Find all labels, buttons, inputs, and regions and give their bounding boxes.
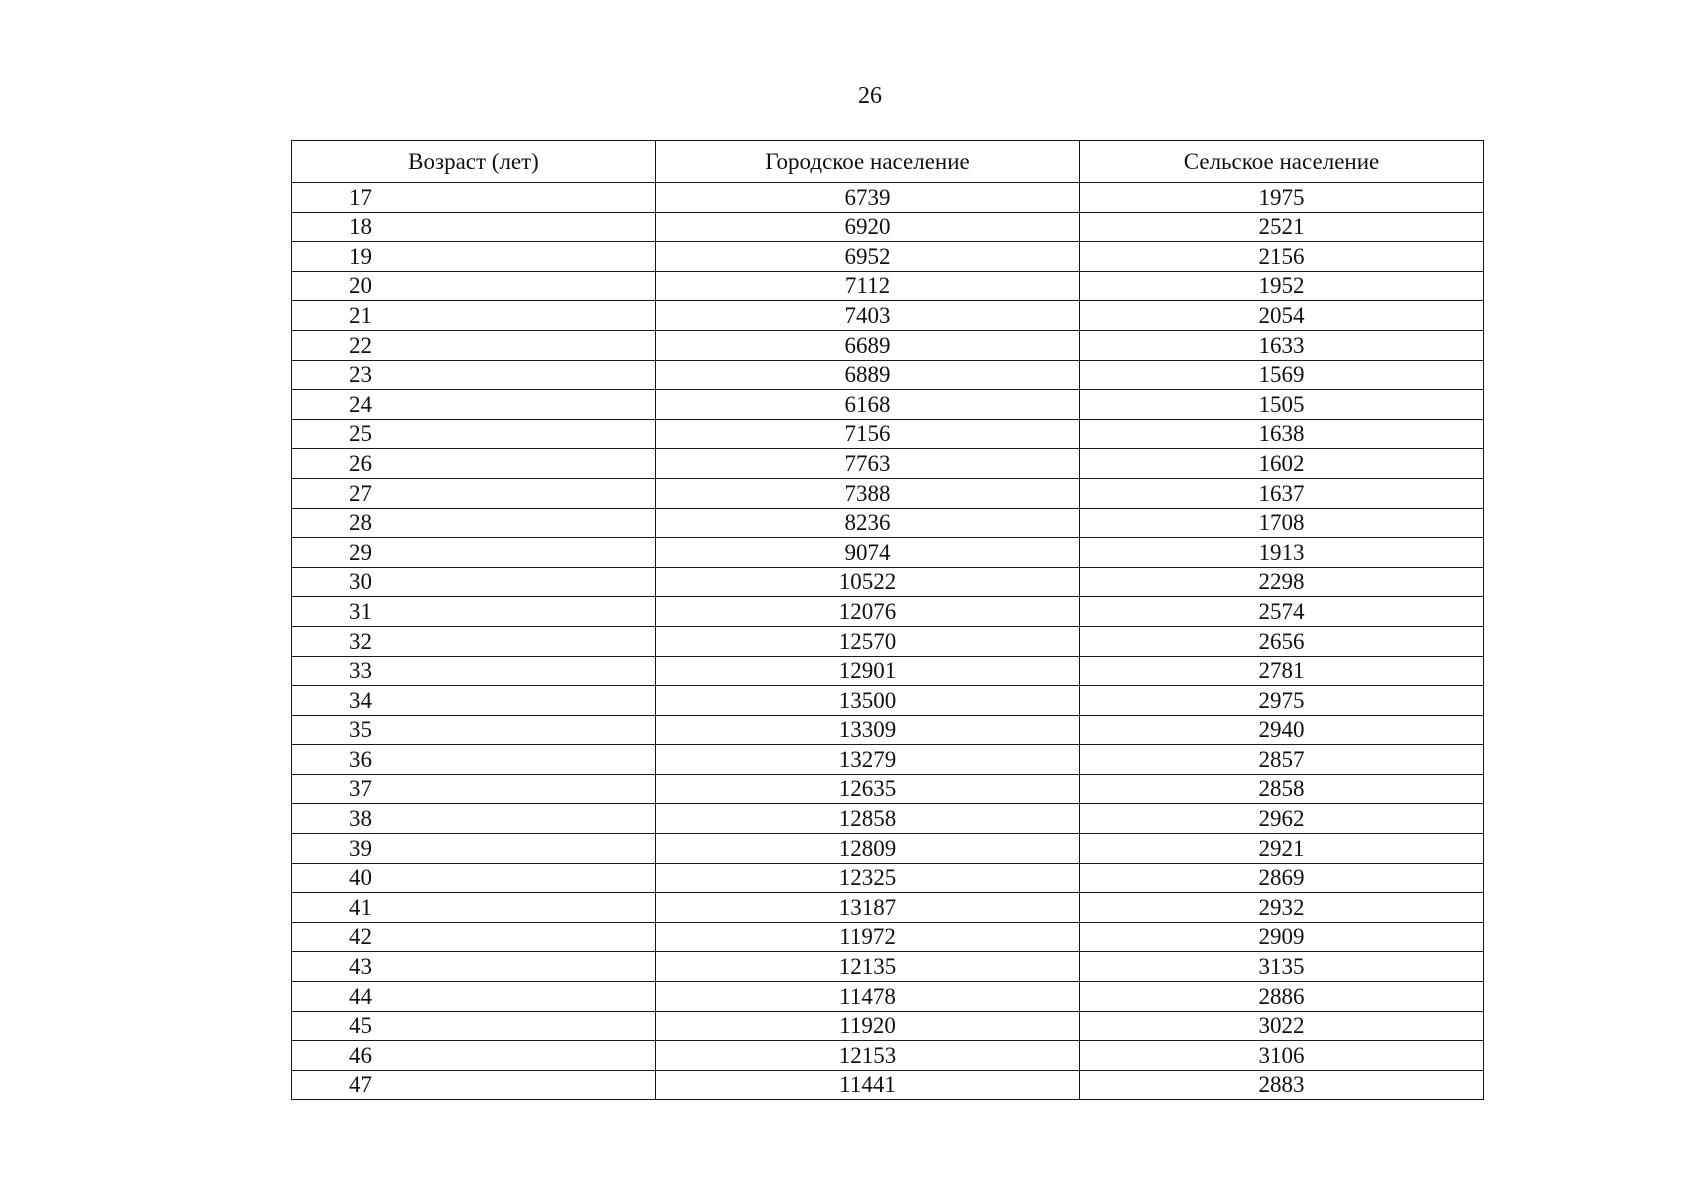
cell-age: 18 <box>292 212 656 242</box>
cell-urban-population: 6920 <box>656 212 1080 242</box>
cell-rural-population: 3106 <box>1080 1041 1484 1071</box>
table-row <box>292 597 1484 627</box>
cell-age: 17 <box>292 183 656 213</box>
cell-age: 24 <box>292 390 656 420</box>
table-header <box>292 141 1484 183</box>
cell-urban-population: 10522 <box>656 567 1080 597</box>
cell-rural-population: 2656 <box>1080 626 1484 656</box>
cell-age: 19 <box>292 242 656 272</box>
cell-urban-population: 7156 <box>656 419 1080 449</box>
header-age: Возраст (лет) <box>292 141 656 183</box>
cell-age: 31 <box>292 597 656 627</box>
cell-rural-population: 2883 <box>1080 1070 1484 1100</box>
table-row <box>292 1070 1484 1100</box>
table-row <box>292 478 1484 508</box>
cell-urban-population: 9074 <box>656 538 1080 568</box>
cell-age: 45 <box>292 1011 656 1041</box>
cell-age: 28 <box>292 508 656 538</box>
cell-age: 22 <box>292 330 656 360</box>
table-row <box>292 183 1484 213</box>
table-row <box>292 952 1484 982</box>
cell-rural-population: 2857 <box>1080 745 1484 775</box>
cell-age: 21 <box>292 301 656 331</box>
cell-urban-population: 12858 <box>656 804 1080 834</box>
table-row <box>292 419 1484 449</box>
cell-rural-population: 2298 <box>1080 567 1484 597</box>
cell-rural-population: 1952 <box>1080 271 1484 301</box>
table-row <box>292 1041 1484 1071</box>
cell-age: 35 <box>292 715 656 745</box>
cell-urban-population: 12901 <box>656 656 1080 686</box>
cell-urban-population: 12135 <box>656 952 1080 982</box>
table-row <box>292 626 1484 656</box>
cell-age: 32 <box>292 626 656 656</box>
cell-urban-population: 6889 <box>656 360 1080 390</box>
table-row <box>292 834 1484 864</box>
table-row <box>292 508 1484 538</box>
cell-age: 33 <box>292 656 656 686</box>
cell-rural-population: 2574 <box>1080 597 1484 627</box>
cell-urban-population: 12076 <box>656 597 1080 627</box>
population-table <box>291 140 1484 1100</box>
header-row <box>292 141 1484 183</box>
cell-urban-population: 7403 <box>656 301 1080 331</box>
cell-age: 39 <box>292 834 656 864</box>
cell-urban-population: 7763 <box>656 449 1080 479</box>
cell-urban-population: 13279 <box>656 745 1080 775</box>
table-row <box>292 1011 1484 1041</box>
cell-urban-population: 11920 <box>656 1011 1080 1041</box>
cell-rural-population: 2975 <box>1080 686 1484 716</box>
table-row <box>292 715 1484 745</box>
cell-age: 29 <box>292 538 656 568</box>
cell-age: 38 <box>292 804 656 834</box>
cell-age: 20 <box>292 271 656 301</box>
cell-urban-population: 12635 <box>656 774 1080 804</box>
cell-rural-population: 1975 <box>1080 183 1484 213</box>
table-row <box>292 390 1484 420</box>
cell-rural-population: 1569 <box>1080 360 1484 390</box>
cell-urban-population: 11441 <box>656 1070 1080 1100</box>
table-row <box>292 212 1484 242</box>
cell-rural-population: 2886 <box>1080 982 1484 1012</box>
cell-urban-population: 13500 <box>656 686 1080 716</box>
cell-rural-population: 2932 <box>1080 893 1484 923</box>
table-row <box>292 538 1484 568</box>
table-row <box>292 271 1484 301</box>
cell-rural-population: 2940 <box>1080 715 1484 745</box>
page-number: 26 <box>858 83 882 109</box>
cell-urban-population: 12325 <box>656 863 1080 893</box>
table-row <box>292 774 1484 804</box>
cell-rural-population: 1602 <box>1080 449 1484 479</box>
cell-age: 23 <box>292 360 656 390</box>
cell-urban-population: 8236 <box>656 508 1080 538</box>
cell-age: 34 <box>292 686 656 716</box>
cell-urban-population: 13187 <box>656 893 1080 923</box>
cell-rural-population: 1505 <box>1080 390 1484 420</box>
cell-urban-population: 7112 <box>656 271 1080 301</box>
header-urban-population: Городское население <box>656 141 1080 183</box>
cell-rural-population: 3022 <box>1080 1011 1484 1041</box>
cell-rural-population: 1913 <box>1080 538 1484 568</box>
table-body <box>292 183 1484 1100</box>
table-row <box>292 330 1484 360</box>
cell-age: 42 <box>292 922 656 952</box>
cell-age: 27 <box>292 478 656 508</box>
cell-age: 44 <box>292 982 656 1012</box>
cell-rural-population: 2921 <box>1080 834 1484 864</box>
table-row <box>292 745 1484 775</box>
cell-rural-population: 3135 <box>1080 952 1484 982</box>
cell-age: 26 <box>292 449 656 479</box>
cell-urban-population: 12809 <box>656 834 1080 864</box>
cell-age: 43 <box>292 952 656 982</box>
table-row <box>292 893 1484 923</box>
cell-urban-population: 11972 <box>656 922 1080 952</box>
cell-urban-population: 6168 <box>656 390 1080 420</box>
cell-rural-population: 1708 <box>1080 508 1484 538</box>
cell-age: 46 <box>292 1041 656 1071</box>
cell-age: 37 <box>292 774 656 804</box>
table-row <box>292 449 1484 479</box>
cell-urban-population: 13309 <box>656 715 1080 745</box>
cell-rural-population: 2858 <box>1080 774 1484 804</box>
cell-urban-population: 6689 <box>656 330 1080 360</box>
cell-age: 41 <box>292 893 656 923</box>
cell-urban-population: 12153 <box>656 1041 1080 1071</box>
cell-age: 30 <box>292 567 656 597</box>
cell-rural-population: 2909 <box>1080 922 1484 952</box>
cell-age: 47 <box>292 1070 656 1100</box>
cell-rural-population: 2521 <box>1080 212 1484 242</box>
cell-age: 36 <box>292 745 656 775</box>
cell-rural-population: 1638 <box>1080 419 1484 449</box>
cell-rural-population: 2869 <box>1080 863 1484 893</box>
table-row <box>292 804 1484 834</box>
cell-rural-population: 2156 <box>1080 242 1484 272</box>
table-row <box>292 242 1484 272</box>
cell-age: 40 <box>292 863 656 893</box>
table-row <box>292 863 1484 893</box>
cell-rural-population: 2962 <box>1080 804 1484 834</box>
cell-age: 25 <box>292 419 656 449</box>
cell-rural-population: 2054 <box>1080 301 1484 331</box>
cell-urban-population: 6952 <box>656 242 1080 272</box>
cell-rural-population: 1637 <box>1080 478 1484 508</box>
table-row <box>292 301 1484 331</box>
table-row <box>292 922 1484 952</box>
cell-urban-population: 7388 <box>656 478 1080 508</box>
cell-rural-population: 2781 <box>1080 656 1484 686</box>
cell-urban-population: 11478 <box>656 982 1080 1012</box>
table-row <box>292 656 1484 686</box>
cell-urban-population: 6739 <box>656 183 1080 213</box>
table-row <box>292 686 1484 716</box>
header-rural-population: Сельское население <box>1080 141 1484 183</box>
cell-rural-population: 1633 <box>1080 330 1484 360</box>
table-row <box>292 360 1484 390</box>
table-row <box>292 567 1484 597</box>
cell-urban-population: 12570 <box>656 626 1080 656</box>
table-row <box>292 982 1484 1012</box>
